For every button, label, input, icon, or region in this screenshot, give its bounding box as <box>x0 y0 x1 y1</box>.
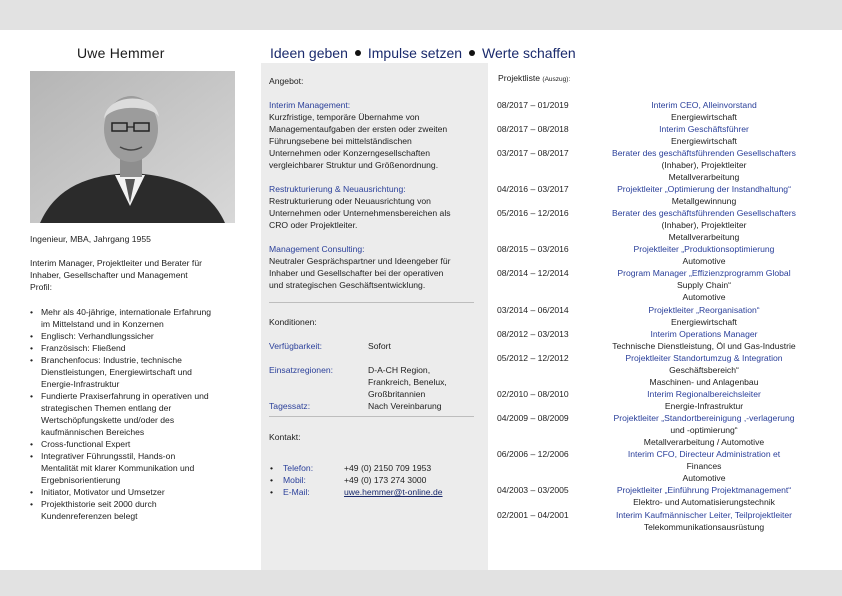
project-line: Energiewirtschaft <box>671 112 737 122</box>
project-description <box>584 509 824 533</box>
profile-item <box>30 342 245 354</box>
project-dates: 04/2009 – 08/2009 <box>497 413 569 423</box>
project-description <box>584 267 824 303</box>
restructuring-text-2: Unternehmen oder Unternehmensbereichen als <box>269 208 451 218</box>
bullet-dot-icon: • <box>270 463 274 473</box>
project-line: Metallverarbeitung / Automotive <box>643 437 765 447</box>
profile-item-line: Wertschöpfungskette und/oder des <box>41 415 175 425</box>
profile-item-line: Dienstleistungen, Energiewirtschaft und <box>41 367 192 377</box>
profile-item-line: • Initiator, Motivator und Umsetzer <box>41 487 165 497</box>
restructuring-text-3: CRO oder Projektleiter. <box>269 220 358 230</box>
project-line: Finances <box>686 461 722 471</box>
phone-value[interactable]: +49 (0) 2150 709 1953 <box>344 463 432 473</box>
region-label: Einsatzregionen: <box>269 365 334 375</box>
divider <box>269 302 474 303</box>
project-description <box>584 99 824 123</box>
project-line: Program Manager „Effizienzprogramm Global <box>617 268 791 278</box>
project-dates: 06/2006 – 12/2006 <box>497 449 569 459</box>
project-line: Interim CFO, Directeur Administration et <box>627 449 781 459</box>
project-line: Elektro- und Automatisierungstechnik <box>633 497 775 507</box>
project-dates: 08/2012 – 03/2013 <box>497 329 569 339</box>
profile-item-line: • Branchenfocus: Industrie, technische <box>41 355 182 365</box>
projects-heading-note: (Auszug): <box>542 76 571 83</box>
project-description <box>584 412 824 448</box>
region-value-2: Frankreich, Benelux, <box>368 377 447 387</box>
project-line: und -optimierung“ <box>670 425 738 435</box>
project-line: Interim Kaufmännischer Leiter, Teilprojektleiter <box>615 510 793 520</box>
consulting-title: Management Consulting: <box>269 244 365 254</box>
project-line: Maschinen- und Anlagenbau <box>649 377 759 387</box>
project-dates: 04/2016 – 03/2017 <box>497 184 569 194</box>
profile-item-line: • Integrativer Führungsstil, Hands-on <box>41 451 176 461</box>
project-line: Supply Chain“ <box>677 280 731 290</box>
divider <box>269 416 474 417</box>
profile-item <box>30 498 245 522</box>
project-description <box>584 147 824 183</box>
project-dates: 03/2017 – 08/2017 <box>497 148 569 158</box>
profile-label: Profil: <box>30 282 52 292</box>
email-label: E-Mail: <box>283 487 310 497</box>
projects-heading <box>498 73 570 83</box>
project-description <box>584 183 824 207</box>
profile-item-line: Energie-Infrastruktur <box>41 379 120 389</box>
project-line: Metallverarbeitung <box>668 172 740 182</box>
bottom-band <box>0 570 842 596</box>
project-line: Geschäftsbereich“ <box>669 365 739 375</box>
project-line: (Inhaber), Projektleiter <box>661 220 747 230</box>
project-dates: 04/2003 – 03/2005 <box>497 485 569 495</box>
tagline-part-1: Ideen geben <box>270 45 348 61</box>
profile-item-line: im Mittelstand und in Konzernen <box>41 319 164 329</box>
profile-item-line: • Projekthistorie seit 2000 durch <box>41 499 157 509</box>
project-line: Projektleiter „Standortbereinigung ,-verlagerung <box>613 413 795 423</box>
project-dates: 02/2010 – 08/2010 <box>497 389 569 399</box>
person-name: Uwe Hemmer <box>77 45 165 61</box>
project-description <box>584 352 824 388</box>
project-line: Projektleiter Standortumzug & Integration <box>625 353 783 363</box>
profile-item <box>30 450 245 486</box>
project-line: Automotive <box>682 292 726 302</box>
project-line: Interim Operations Manager <box>650 329 758 339</box>
project-dates: 08/2017 – 08/2018 <box>497 124 569 134</box>
profile-item-line: • Englisch: Verhandlungssicher <box>41 331 154 341</box>
project-description <box>584 123 824 147</box>
availability-value: Sofort <box>368 341 391 351</box>
project-line: Berater des geschäftsführenden Gesellschafters <box>612 148 796 158</box>
interim-text-2: Managementaufgaben der ersten oder zweiten <box>269 124 448 134</box>
rate-value: Nach Vereinbarung <box>368 401 442 411</box>
profile-item-line: • Mehr als 40-jährige, internationale Erfahrung <box>41 307 212 317</box>
project-line: Metallgewinnung <box>671 196 737 206</box>
project-line: Interim CEO, Alleinvorstand <box>651 100 757 110</box>
interim-text-1: Kurzfristige, temporäre Übernahme von <box>269 112 420 122</box>
profile-item-line: • Cross-functional Expert <box>41 439 131 449</box>
consulting-text-3: und strategischen Geschäftsentwicklung. <box>269 280 426 290</box>
top-band <box>0 0 842 30</box>
project-dates: 02/2001 – 04/2001 <box>497 510 569 520</box>
email-link[interactable]: uwe.hemmer@t-online.de <box>344 487 443 497</box>
project-dates: 08/2015 – 03/2016 <box>497 244 569 254</box>
interim-text-3: Führungsebene bei mittelständischen <box>269 136 412 146</box>
portrait-photo <box>30 71 235 223</box>
bullet-dot-icon <box>469 50 475 56</box>
region-value-3: Großbritannien <box>368 389 426 399</box>
project-line: (Inhaber), Projektleiter <box>661 160 747 170</box>
profile-item <box>30 354 245 390</box>
region-value-1: D-A-CH Region, <box>368 365 431 375</box>
profile-item <box>30 486 245 498</box>
role-line-2: Inhaber, Gesellschafter und Management <box>30 270 188 280</box>
restructuring-text-1: Restrukturierung oder Neuausrichtung von <box>269 196 431 206</box>
consulting-text-2: Inhaber und Gesellschafter bei der operativen <box>269 268 444 278</box>
offer-heading: Angebot: <box>269 76 304 86</box>
project-line: Telekommunikationsausrüstung <box>643 522 765 532</box>
project-line: Technische Dienstleistung, Öl und Gas-Industrie <box>612 341 796 351</box>
project-dates: 08/2017 – 01/2019 <box>497 100 569 110</box>
project-line: Metallverarbeitung <box>668 232 740 242</box>
bullet-dot-icon: • <box>270 487 274 497</box>
project-line: Interim Regionalbereichsleiter <box>647 389 761 399</box>
projects-heading-text: Projektliste <box>498 73 541 83</box>
profile-item-line: Mentalität mit klarer Kommunikation und <box>41 463 195 473</box>
profile-item-line: Ergebnisorientierung <box>41 475 121 485</box>
profile-item-line: • Fundierte Praxiserfahrung in operativen und <box>41 391 209 401</box>
bullet-dot-icon <box>355 50 361 56</box>
profile-item-line: • Französisch: Fließend <box>41 343 126 353</box>
project-description <box>584 448 824 484</box>
project-line: Automotive <box>682 473 726 483</box>
project-line: Projektleiter „Einführung Projektmanagement“ <box>616 485 792 495</box>
role-line-1: Interim Manager, Projektleiter und Berater für <box>30 258 202 268</box>
profile-item <box>30 390 245 438</box>
interim-title: Interim Management: <box>269 100 351 110</box>
profile-item-line: kaufmännischen Bereiches <box>41 427 145 437</box>
project-line: Energiewirtschaft <box>671 317 737 327</box>
mobile-value[interactable]: +49 (0) 173 274 3000 <box>344 475 427 485</box>
title-line: Ingenieur, MBA, Jahrgang 1955 <box>30 234 151 244</box>
contact-heading: Kontakt: <box>269 432 301 442</box>
project-description <box>584 207 824 243</box>
profile-list <box>30 306 245 522</box>
tagline-part-3: Werte schaffen <box>482 45 576 61</box>
project-description <box>584 243 824 267</box>
project-line: Projektleiter „Optimierung der Instandhaltung“ <box>617 184 791 194</box>
project-line: Interim Geschäftsführer <box>659 124 749 134</box>
project-description <box>584 328 824 352</box>
phone-label: Telefon: <box>283 463 314 473</box>
interim-text-5: vergleichbarer Struktur und Größenordnung. <box>269 160 439 170</box>
consulting-text-1: Neutraler Gesprächspartner und Ideengeber für <box>269 256 451 266</box>
profile-item-line: Kundenreferenzen belegt <box>41 511 138 521</box>
project-line: Projektleiter „Reorganisation“ <box>648 305 760 315</box>
project-dates: 05/2016 – 12/2016 <box>497 208 569 218</box>
project-description <box>584 388 824 412</box>
project-line: Projektleiter „Produktionsoptimierung <box>633 244 775 254</box>
project-description <box>584 484 824 508</box>
mobile-label: Mobil: <box>283 475 306 485</box>
interim-text-4: Unternehmen oder Konzerngesellschaften <box>269 148 430 158</box>
project-dates: 08/2014 – 12/2014 <box>497 268 569 278</box>
project-dates: 05/2012 – 12/2012 <box>497 353 569 363</box>
project-line: Energie-Infrastruktur <box>664 401 744 411</box>
profile-item <box>30 306 245 330</box>
project-dates: 03/2014 – 06/2014 <box>497 305 569 315</box>
project-line: Energiewirtschaft <box>671 136 737 146</box>
tagline <box>270 45 576 61</box>
availability-label: Verfügbarkeit: <box>269 341 323 351</box>
bullet-dot-icon: • <box>270 475 274 485</box>
rate-label: Tagessatz: <box>269 401 311 411</box>
tagline-part-2: Impulse setzen <box>367 45 463 61</box>
project-line: Berater des geschäftsführenden Gesellschafters <box>612 208 796 218</box>
profile-item-line: strategischen Themen entlang der <box>41 403 172 413</box>
conditions-heading: Konditionen: <box>269 317 317 327</box>
project-description <box>584 304 824 328</box>
project-line: Automotive <box>682 256 726 266</box>
profile-item <box>30 438 245 450</box>
profile-item <box>30 330 245 342</box>
restructuring-title: Restrukturierung & Neuausrichtung: <box>269 184 406 194</box>
